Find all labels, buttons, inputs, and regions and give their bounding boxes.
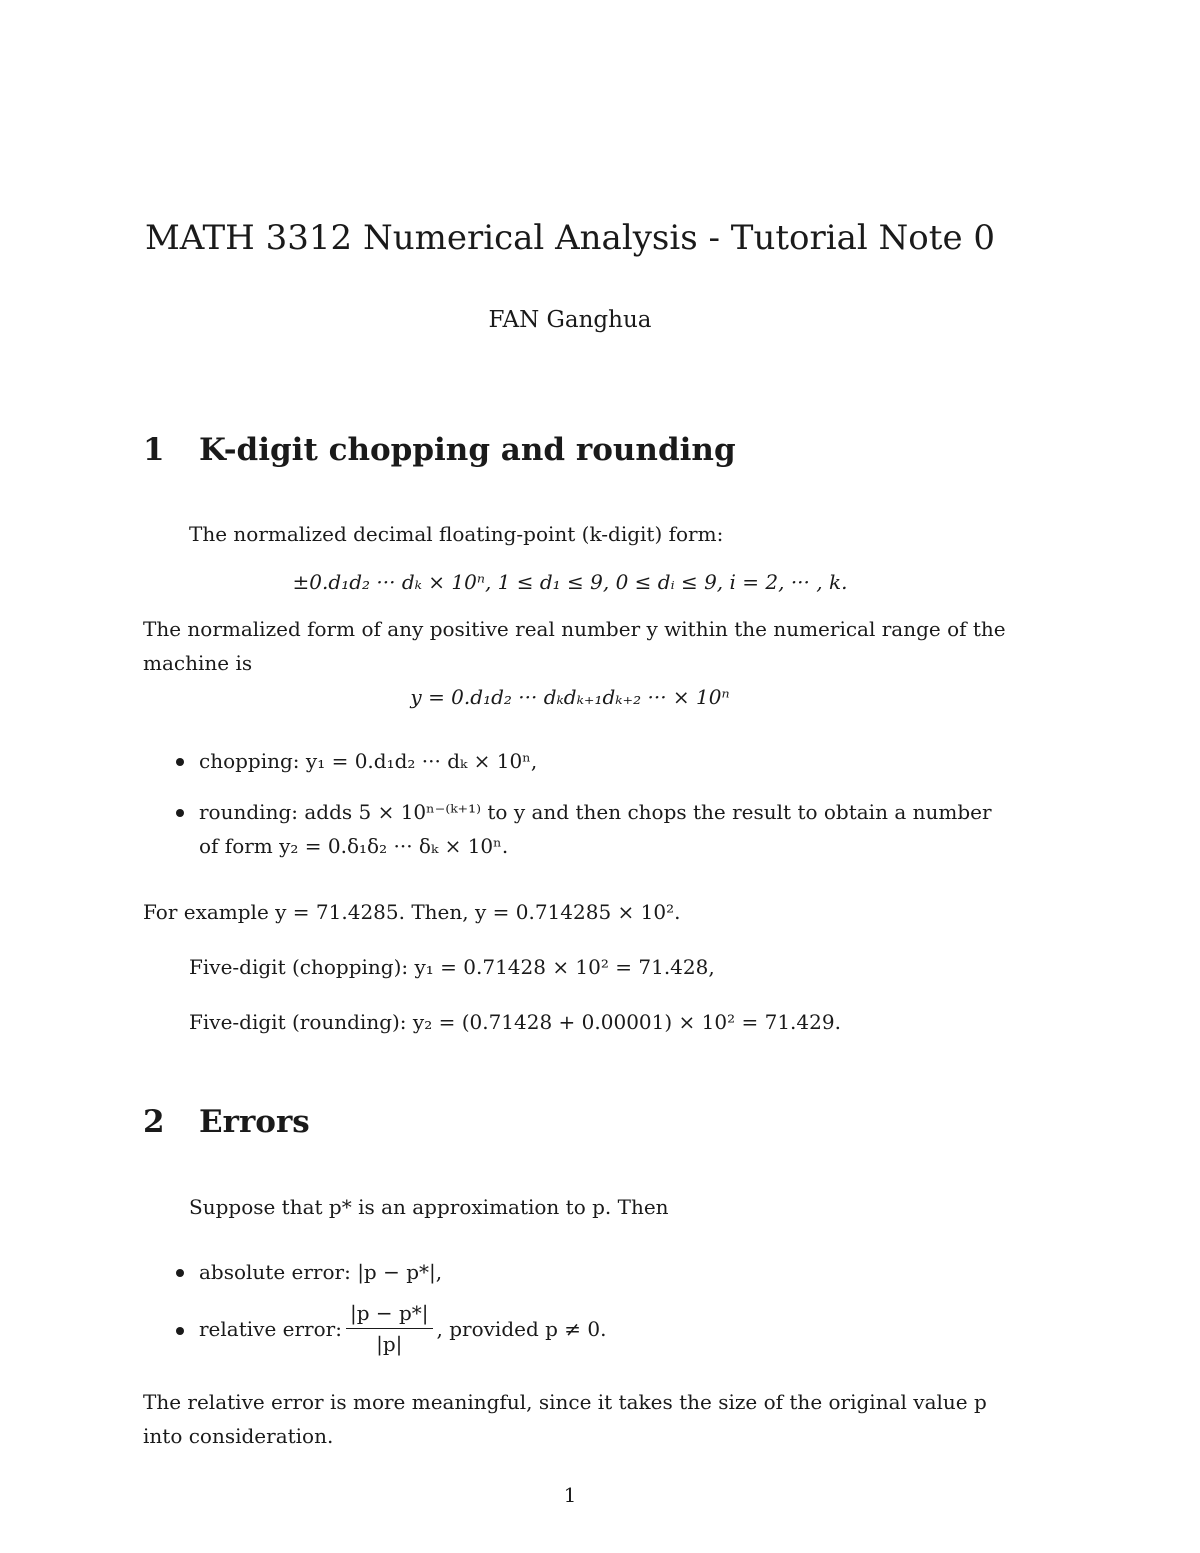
section-2-intro: Suppose that p* is an approximation to p. Then: [189, 1195, 669, 1219]
closing-text-line-2: into consideration.: [143, 1424, 334, 1448]
section-2-number: 2: [143, 1104, 165, 1140]
section-1-number: 1: [143, 432, 165, 468]
rounding-bullet-text-1: rounding: adds 5 × 10ⁿ⁻⁽ᵏ⁺¹⁾ to y and then chops the result to obtain a number: [199, 800, 992, 824]
floating-point-form: ±0.d₁d₂ ··· dₖ × 10ⁿ, 1 ≤ d₁ ≤ 9, 0 ≤ dᵢ ≤ 9, i = 2, ··· , k.: [292, 570, 848, 594]
relative-error-bullet: [199, 1298, 607, 1359]
bullet-icon: [176, 809, 184, 817]
relative-error-suffix: , provided p ≠ 0.: [436, 1316, 607, 1341]
fraction-numerator: |p − p*|: [346, 1298, 433, 1329]
bullet-icon: [176, 1327, 184, 1335]
document-title: MATH 3312 Numerical Analysis - Tutorial Note 0: [144, 218, 996, 258]
five-digit-chopping: Five-digit (chopping): y₁ = 0.71428 × 10² = 71.428,: [189, 955, 715, 979]
bullet-icon: [176, 1269, 184, 1277]
section-1-intro: The normalized decimal floating-point (k-digit) form:: [189, 522, 724, 546]
section-2-heading: [143, 1104, 310, 1140]
relative-error-fraction: [346, 1298, 433, 1359]
fraction-denominator: |p|: [376, 1332, 403, 1356]
relative-error-label: relative error:: [199, 1316, 342, 1341]
y-normalized-form: y = 0.d₁d₂ ··· dₖdₖ₊₁dₖ₊₂ ··· × 10ⁿ: [410, 685, 730, 709]
closing-text-line-1: The relative error is more meaningful, since it takes the size of the original value p: [143, 1390, 987, 1414]
example-line: For example y = 71.4285. Then, y = 0.714285 × 10².: [143, 900, 681, 924]
absolute-error-bullet: absolute error: |p − p*|,: [199, 1260, 443, 1284]
normalized-text-line-1: The normalized form of any positive real number y within the numerical range of the: [143, 617, 1006, 641]
five-digit-rounding: Five-digit (rounding): y₂ = (0.71428 + 0.00001) × 10² = 71.429.: [189, 1010, 841, 1034]
bullet-icon: [176, 758, 184, 766]
page-number: 1: [563, 1483, 577, 1507]
chopping-bullet-text: chopping: y₁ = 0.d₁d₂ ··· dₖ × 10ⁿ,: [199, 749, 538, 773]
normalized-text-line-2: machine is: [143, 651, 253, 675]
rounding-bullet-text-2: of form y₂ = 0.δ₁δ₂ ··· δₖ × 10ⁿ.: [199, 834, 509, 858]
section-1-heading: [143, 432, 736, 468]
section-2-title: Errors: [199, 1104, 310, 1140]
section-1-title: K-digit chopping and rounding: [199, 432, 736, 468]
document-author: FAN Ganghua: [488, 307, 652, 333]
